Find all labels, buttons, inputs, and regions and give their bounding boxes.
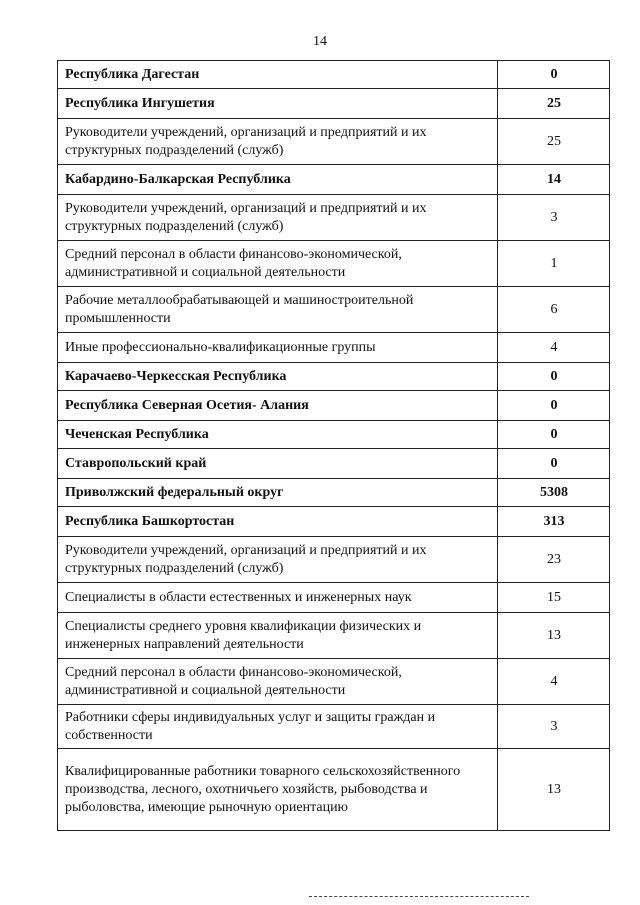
table-row-region	[58, 165, 610, 195]
row-label: Кабардино-Балкарская Республика	[58, 165, 498, 195]
row-label: Руководители учреждений, организаций и предприятий и их структурных подразделений (служб)	[58, 195, 498, 241]
table-row-region	[58, 449, 610, 479]
table-body	[58, 61, 610, 831]
row-value: 23	[498, 537, 610, 583]
row-label: Республика Башкортостан	[58, 507, 498, 537]
row-value: 0	[498, 61, 610, 89]
row-label: Рабочие металлообрабатывающей и машиностроительной промышленности	[58, 287, 498, 333]
row-label: Специалисты в области естественных и инженерных наук	[58, 583, 498, 613]
statistics-table	[57, 60, 610, 831]
table-row-region	[58, 507, 610, 537]
bottom-divider	[309, 896, 529, 897]
table-row-group	[58, 195, 610, 241]
table-row-region	[58, 421, 610, 449]
table-row-group	[58, 613, 610, 659]
row-value: 25	[498, 89, 610, 119]
row-label: Средний персонал в области финансово-экономической, административной и социальной деятельности	[58, 659, 498, 705]
table-row-group	[58, 537, 610, 583]
row-value: 3	[498, 195, 610, 241]
row-label: Приволжский федеральный округ	[58, 479, 498, 507]
row-label: Республика Дагестан	[58, 61, 498, 89]
table-row-group	[58, 241, 610, 287]
table-row-group	[58, 583, 610, 613]
row-value: 13	[498, 749, 610, 831]
table-row-region	[58, 89, 610, 119]
table-row-group	[58, 287, 610, 333]
row-label: Руководители учреждений, организаций и предприятий и их структурных подразделений (служб)	[58, 119, 498, 165]
row-label: Карачаево-Черкесская Республика	[58, 363, 498, 391]
row-value: 5308	[498, 479, 610, 507]
row-label: Чеченская Республика	[58, 421, 498, 449]
row-label: Квалифицированные работники товарного сельскохозяйственного производства, лесного, охотничьего хозяйств, рыбоводства и рыболовства, имеющие рыночную ориентацию	[58, 749, 498, 831]
table-row-group	[58, 119, 610, 165]
table-row-group	[58, 749, 610, 831]
row-value: 3	[498, 705, 610, 749]
row-label: Ставропольский край	[58, 449, 498, 479]
table-row-region	[58, 391, 610, 421]
table-row-region	[58, 479, 610, 507]
row-label: Специалисты среднего уровня квалификации физических и инженерных направлений деятельности	[58, 613, 498, 659]
table-row-group	[58, 333, 610, 363]
row-label: Руководители учреждений, организаций и предприятий и их структурных подразделений (служб)	[58, 537, 498, 583]
table-row-region	[58, 363, 610, 391]
row-value: 0	[498, 421, 610, 449]
row-value: 25	[498, 119, 610, 165]
row-value: 4	[498, 333, 610, 363]
table-row-group	[58, 659, 610, 705]
table-row-group	[58, 705, 610, 749]
row-label: Республика Северная Осетия- Алания	[58, 391, 498, 421]
row-value: 15	[498, 583, 610, 613]
row-value: 13	[498, 613, 610, 659]
row-label: Республика Ингушетия	[58, 89, 498, 119]
row-value: 6	[498, 287, 610, 333]
row-value: 1	[498, 241, 610, 287]
table-row-region	[58, 61, 610, 89]
row-label: Работники сферы индивидуальных услуг и защиты граждан и собственности	[58, 705, 498, 749]
row-value: 4	[498, 659, 610, 705]
page-number: 14	[313, 34, 327, 49]
row-value: 0	[498, 363, 610, 391]
row-label: Иные профессионально-квалификационные группы	[58, 333, 498, 363]
row-value: 14	[498, 165, 610, 195]
row-label: Средний персонал в области финансово-экономической, административной и социальной деятельности	[58, 241, 498, 287]
row-value: 313	[498, 507, 610, 537]
row-value: 0	[498, 391, 610, 421]
row-value: 0	[498, 449, 610, 479]
